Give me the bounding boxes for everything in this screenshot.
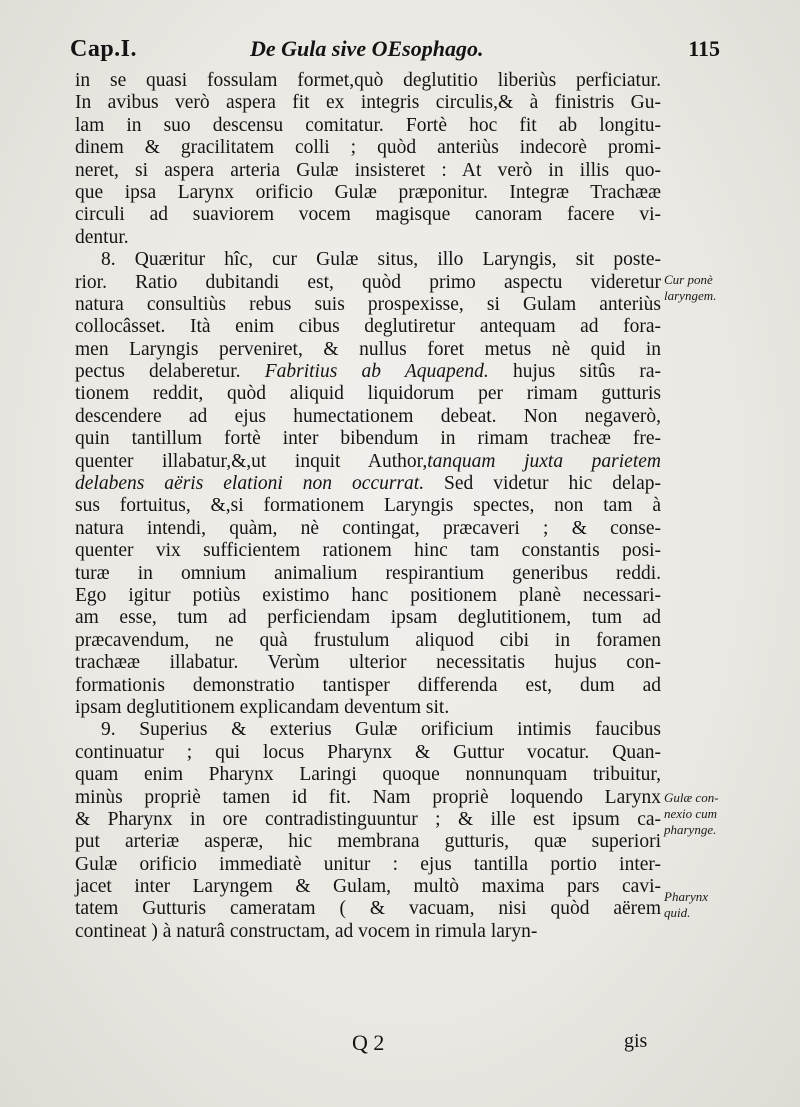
margin-note-line: Pharynx	[664, 889, 709, 904]
text-line: turæ in omnium animalium respirantium generibus reddi.	[75, 562, 661, 584]
text-line: præcavendum, ne quà frustulum aliquod cibi in foramen	[75, 629, 661, 651]
text-line: 9. Superius & exterius Gulæ orificium intimis faucibus	[101, 719, 661, 741]
margin-note-gulae-connexio	[664, 790, 719, 838]
text-line: natura consultiùs rebus suis prospexisse, si Gulam anteriùs	[75, 293, 661, 315]
text-line: delabens aëris elationi non occurrat. Sed videtur hic delap-	[75, 473, 661, 495]
text-line: quenter vix sufficientem rationem hinc tam constantis posi-	[75, 540, 661, 562]
text-line: pectus delaberetur. Fabritius ab Aquapend. hujus sitûs ra-	[75, 361, 661, 383]
text-line: tatem Gutturis cameratam ( & vacuam, nisi quòd aërem	[75, 898, 661, 920]
italic-phrase: delabens aëris elationi non occurrat.	[75, 473, 425, 495]
italic-phrase: tanquam juxta parietem	[427, 450, 661, 472]
text-line: que ipsa Larynx orificio Gulæ præponitur. Integræ Trachææ	[75, 181, 661, 203]
text-line: sus fortuitus, &,si formationem Laryngis spectes, non tam à	[75, 495, 661, 517]
text-line: circuli ad suaviorem vocem magisque canoram facere vi-	[75, 204, 661, 226]
text-line: contineat ) à naturâ constructam, ad vocem in rimula laryn-	[75, 920, 538, 942]
margin-note-line: quid.	[664, 905, 691, 920]
text-line: dentur.	[75, 226, 129, 248]
margin-note-line: pharynge.	[664, 822, 717, 837]
text-line: rior. Ratio dubitandi est, quòd primo aspectu videretur	[75, 271, 661, 293]
margin-note-line: Cur ponè	[664, 272, 713, 287]
text-line: quam enim Pharynx Laringi quoque nonnunquam tribuitur,	[75, 764, 661, 786]
text-line: neret, si aspera arteria Gulæ insisteret : At verò in illis quo-	[75, 159, 661, 181]
text-line: minùs propriè tamen id fit. Nam propriè loquendo Larynx	[75, 786, 661, 808]
text-line: dinem & gracilitatem colli ; quòd anteriùs indecorè promi-	[75, 137, 661, 159]
text-line: Ego igitur potiùs existimo hanc positionem planè necessari-	[75, 584, 661, 606]
page-header	[70, 30, 720, 66]
body-text	[75, 70, 661, 943]
text-line: lam in suo descensu comitatur. Fortè hoc fit ab longitu-	[75, 114, 661, 136]
margin-note-line: laryngem.	[664, 288, 717, 303]
text-line: continuatur ; qui locus Pharynx & Guttur vocatur. Quan-	[75, 741, 661, 763]
text-line: am esse, tum ad perficiendam ipsam deglutitionem, tum ad	[75, 607, 661, 629]
margin-note-line: nexio cum	[664, 806, 718, 821]
text-line: ipsam deglutitionem explicandam deventum sit.	[75, 696, 450, 718]
running-title: De Gula sive OEsophago.	[250, 36, 484, 61]
text-line: in se quasi fossulam formet,quò deglutitio liberiùs perficiatur.	[75, 70, 661, 91]
signature-mark: Q 2	[352, 1030, 385, 1055]
page-number: 115	[688, 36, 720, 61]
text-line: jacet inter Laryngem & Gulam, multò maxima pars cavi-	[75, 876, 661, 898]
italic-phrase: Fabritius ab Aquapend.	[264, 361, 489, 383]
text-line: formationis demonstratio tantisper differenda est, dum ad	[75, 674, 661, 696]
margin-note-cur-pone	[664, 272, 716, 304]
margin-note-pharynx-quid	[664, 889, 708, 921]
text-line: 8. Quæritur hîc, cur Gulæ situs, illo Laryngis, sit poste-	[101, 249, 661, 271]
text-line: Gulæ orificio immediatè unitur : ejus tantilla portio inter-	[75, 853, 661, 875]
text-line: tionem reddit, quòd aliquid liquidorum per rimam gutturis	[75, 383, 661, 405]
text-line: put arteriæ asperæ, hic membrana gutturis, quæ superiori	[75, 831, 661, 853]
text-line: trachææ illabatur. Verùm ulterior necessitatis hujus con-	[75, 652, 661, 674]
text-line: natura intendi, quàm, nè contingat, præcaveri ; & conse-	[75, 517, 661, 539]
chapter-label: Cap.I.	[70, 36, 138, 62]
text-line: & Pharynx in ore contradistinguuntur ; & ille est ipsum ca-	[75, 808, 661, 830]
text-line: quin tantillum fortè inter bibendum in rimam tracheæ fre-	[75, 428, 661, 450]
text-line: men Laryngis perveniret, & nullus foret metus nè quid in	[75, 338, 661, 360]
text-line: In avibus verò aspera fit ex integris circulis,& à finistris Gu-	[75, 92, 661, 114]
text-line: quenter illabatur,&,ut inquit Author,tanquam juxta parietem	[75, 450, 661, 472]
text-line: descendere ad ejus humectationem debeat. Non negaverò,	[75, 405, 661, 427]
text-line: collocâsset. Ità enim cibus deglutiretur antequam ad fora-	[75, 316, 661, 338]
margin-note-line: Gulæ con-	[664, 790, 719, 805]
catchword: gis	[624, 1030, 648, 1052]
page-footer	[0, 1030, 800, 1060]
